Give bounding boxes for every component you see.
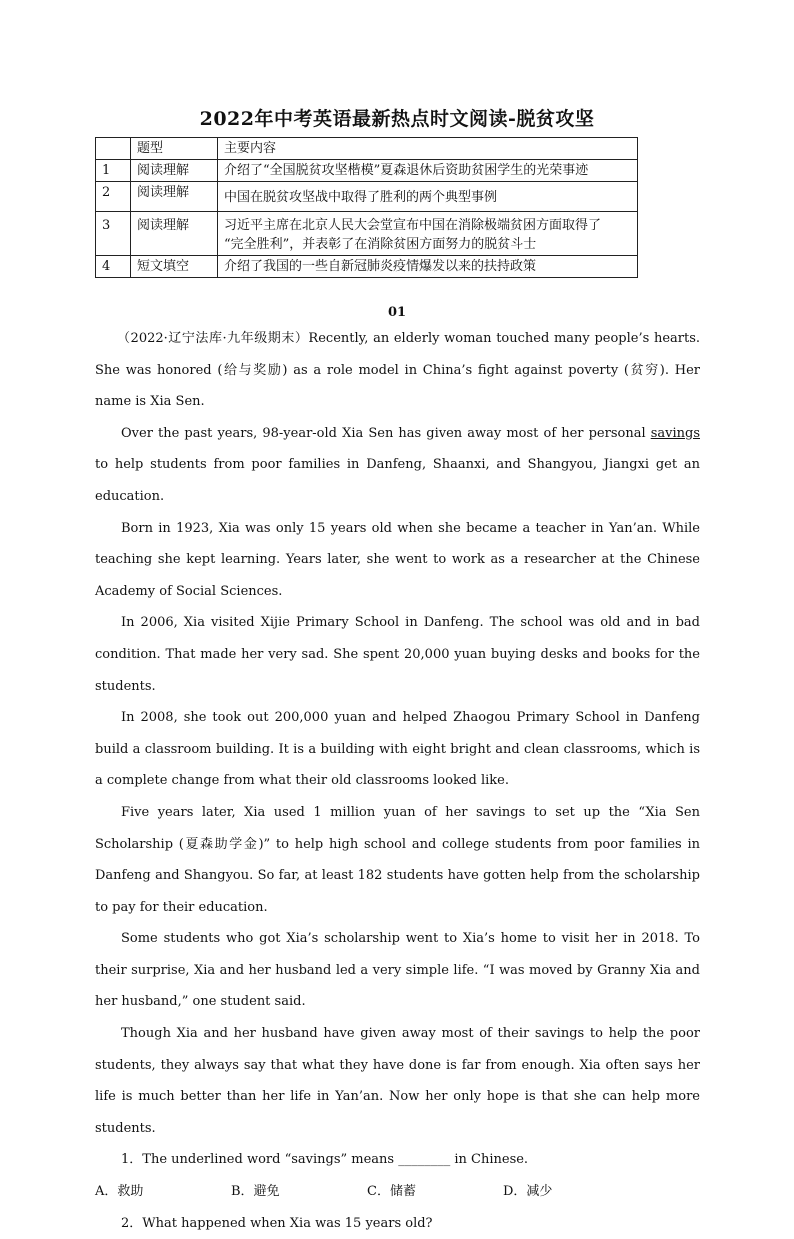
row-type: 阅读理解 <box>131 182 218 212</box>
paragraph <box>95 418 700 513</box>
table-row <box>96 256 638 278</box>
question-2: 2．What happened when Xia was 15 years old? <box>121 1215 433 1231</box>
table-header-no <box>96 138 131 160</box>
row-no: 3 <box>96 212 131 256</box>
table-header-row <box>96 138 638 160</box>
summary-table <box>95 137 638 278</box>
row-content: 介绍了“全国脱贫攻坚楷模”夏森退休后资助贫困学生的光荣事迹 <box>218 160 638 182</box>
section-number: 01 <box>387 305 407 320</box>
paragraph: Born in 1923, Xia was only 15 years old when she became a teacher in Yan’an. While teaching she kept learning. Years later, she went to work as a researcher at the Chinese Academy of Social Sciences. <box>95 520 700 599</box>
row-type: 短文填空 <box>131 256 218 278</box>
row-content: 介绍了我国的一些自新冠肺炎疫情爆发以来的扶持政策 <box>218 256 638 278</box>
document-title: 2022年中考英语最新热点时文阅读-脱贫攻坚 <box>199 108 595 130</box>
paragraph-text: Over the past years, 98-year-old Xia Sen has given away most of her personal <box>121 425 651 441</box>
option-b: B．避免 <box>231 1184 280 1200</box>
question-1: 1．The underlined word “savings” means ________ in Chinese. <box>121 1152 529 1168</box>
table-row <box>96 212 638 256</box>
question-1-options <box>95 1176 700 1208</box>
table-header-type: 题型 <box>131 138 218 160</box>
paragraph: Five years later, Xia used 1 million yuan of her savings to set up the “Xia Sen Scholarship (夏森助学金)” to help high school and college students from poor families in Danfeng and Shangyou. So far, at least 182 students have gotten help from the scholarship to pay for their education. <box>95 804 700 915</box>
paragraph: In 2008, she took out 200,000 yuan and helped Zhaogou Primary School in Danfeng build a classroom building. It is a building with eight bright and clean classrooms, which is a complete change from what their old classrooms looked like. <box>95 710 700 789</box>
paragraph-text: to help students from poor families in Danfeng, Shaanxi, and Shangyou, Jiangxi get an education. <box>95 457 700 504</box>
table-row <box>96 182 638 212</box>
paragraph: Though Xia and her husband have given away most of their savings to help the poor students, they always say that what they have done is far from enough. Xia often says her life is much better than her life in Yan’an. Now her only hope is that she can help more students. <box>95 1026 700 1136</box>
row-content-line: “完全胜利”，并表彰了在消除贫困方面努力的脱贫斗士 <box>224 237 537 252</box>
reading-passage <box>95 323 700 1239</box>
option-d: D．减少 <box>503 1184 553 1200</box>
underlined-word: savings <box>650 425 700 441</box>
option-c: C．储蓄 <box>367 1184 416 1200</box>
row-no: 1 <box>96 160 131 182</box>
row-content: 中国在脱贫攻坚战中取得了胜利的两个典型事例 <box>218 182 638 212</box>
option-a: A．救助 <box>95 1184 144 1200</box>
paragraph: Some students who got Xia’s scholarship went to Xia’s home to visit her in 2018. To their surprise, Xia and her husband led a very simple life. “I was moved by Granny Xia and her husband,” one student said. <box>95 931 700 1010</box>
table-row <box>96 160 638 182</box>
row-content <box>218 212 638 256</box>
row-no: 4 <box>96 256 131 278</box>
paragraph: In 2006, Xia visited Xijie Primary School in Danfeng. The school was old and in bad condition. That made her very sad. She spent 20,000 yuan buying desks and books for the students. <box>95 615 700 694</box>
row-content-line: 习近平主席在北京人民大会堂宣布中国在消除极端贫困方面取得了 <box>224 218 602 233</box>
row-type: 阅读理解 <box>131 160 218 182</box>
table-header-content: 主要内容 <box>218 138 638 160</box>
row-type: 阅读理解 <box>131 212 218 256</box>
row-no: 2 <box>96 182 131 212</box>
paragraph: （2022·辽宁法库·九年级期末）Recently, an elderly woman touched many people’s hearts. She was honored (给与奖励) as a role model in China’s fight against poverty (贫穷). Her name is Xia Sen. <box>95 331 700 410</box>
